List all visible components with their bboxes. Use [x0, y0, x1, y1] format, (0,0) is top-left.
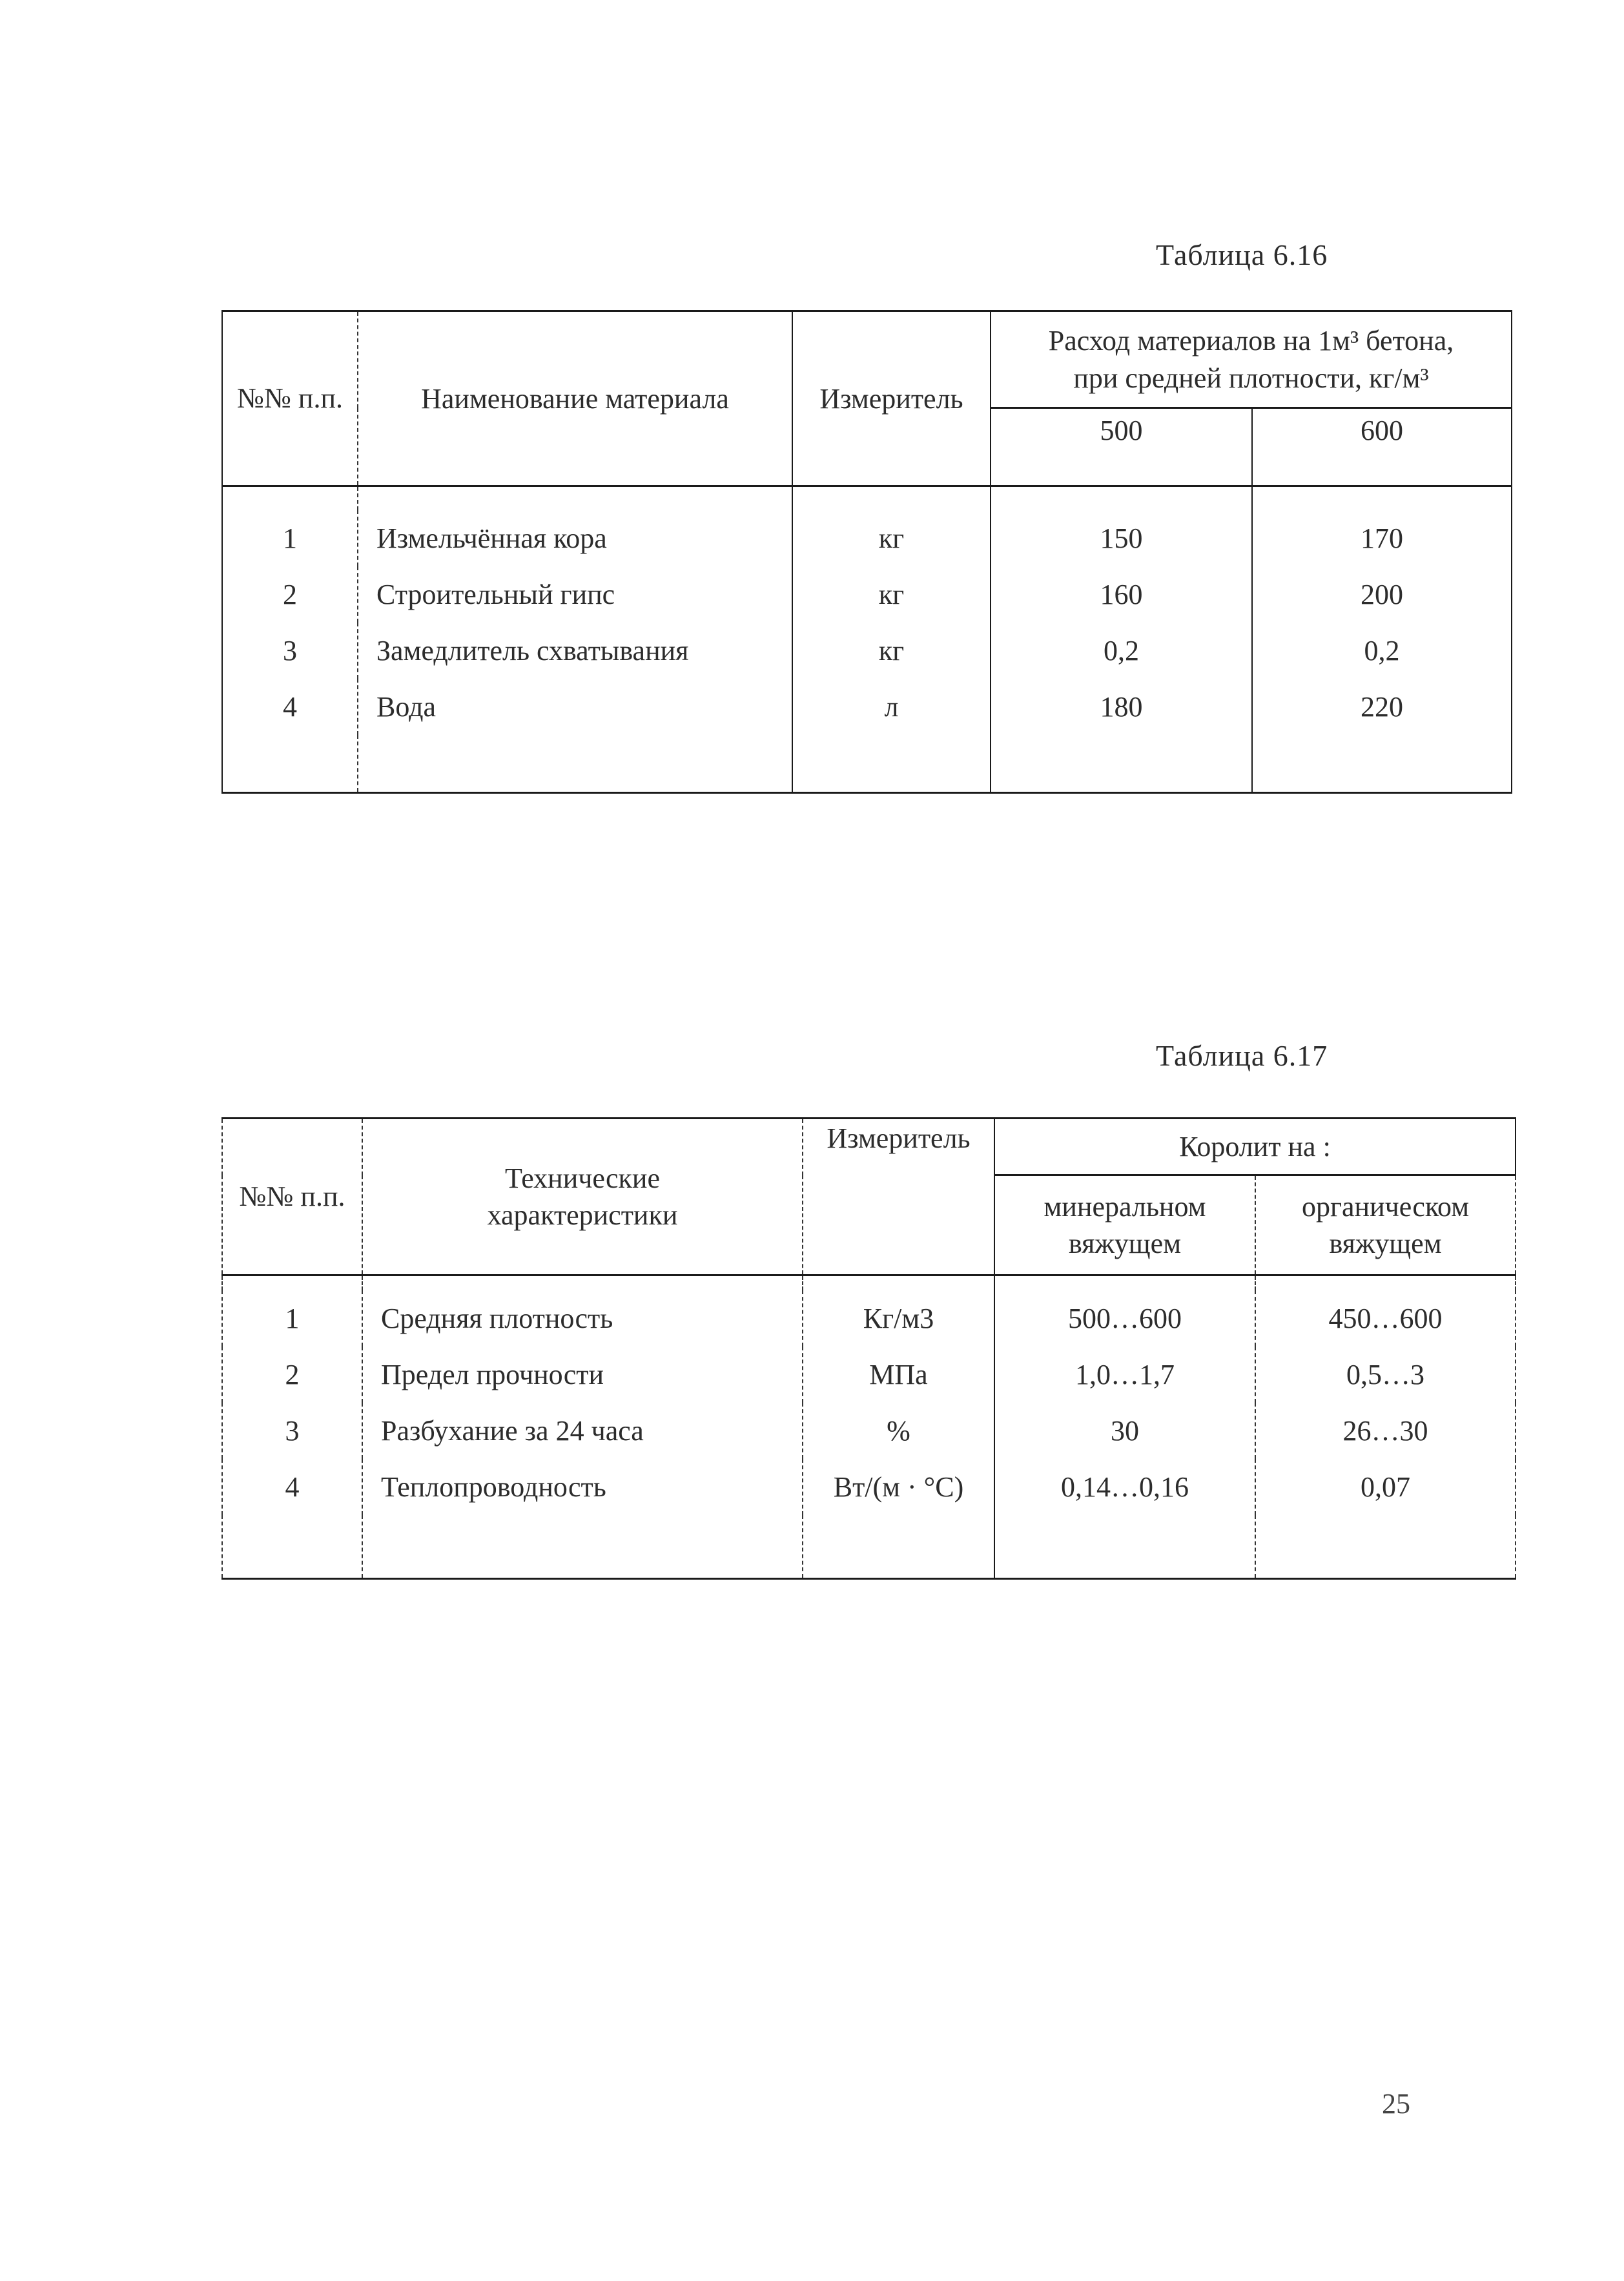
row-value-500: 150 [991, 510, 1252, 566]
row-material: Строительный гипс [376, 579, 615, 610]
header-characteristics [362, 1119, 803, 1275]
row-value-500: 160 [991, 566, 1252, 623]
table-6-17 [221, 1117, 1516, 1580]
row-num: 4 [222, 679, 358, 735]
row-mineral-value: 30 [994, 1403, 1255, 1459]
row-characteristic: Предел прочности [362, 1347, 803, 1403]
row-unit: кг [792, 623, 991, 679]
header-consumption-line2: при средней плотности, кг/м³ [1073, 362, 1429, 394]
header-consumption-line1: Расход материалов на 1м³ бетона, [1048, 325, 1454, 357]
table-row [222, 566, 1512, 623]
header-mineral-line2: вяжущем [1068, 1228, 1182, 1259]
page-number: 25 [1382, 2088, 1410, 2120]
table-header-row [222, 1119, 1516, 1175]
row-mineral-value: 500…600 [994, 1290, 1255, 1347]
row-material: Измельчённая кора [376, 522, 607, 554]
table-spacer-row [222, 486, 1512, 511]
table-end-row [222, 1515, 1516, 1579]
header-unit: Измеритель [803, 1119, 994, 1275]
row-unit: кг [792, 566, 991, 623]
row-unit: МПа [869, 1359, 928, 1390]
row-num: 2 [222, 566, 358, 623]
row-organic-value: 450…600 [1255, 1290, 1516, 1347]
table-end-row [222, 735, 1512, 793]
row-value-600: 200 [1252, 566, 1512, 623]
row-num: 1 [222, 510, 358, 566]
header-material-name: Наименование материала [358, 311, 792, 486]
row-material: Замедлитель схватывания [376, 635, 689, 666]
row-unit: Кг/м3 [863, 1303, 934, 1334]
header-characteristics-line1: Технические [505, 1162, 660, 1194]
table-row [222, 1459, 1516, 1515]
table-6-16 [221, 310, 1512, 794]
header-consumption-group [991, 311, 1512, 408]
row-num: 2 [222, 1347, 362, 1403]
row-material: Вода [376, 691, 436, 723]
row-organic-value: 0,5…3 [1255, 1347, 1516, 1403]
row-num: 3 [222, 1403, 362, 1459]
table-row [222, 510, 1512, 566]
table-row [222, 679, 1512, 735]
header-organic-line1: органическом [1301, 1190, 1470, 1223]
row-characteristic: Теплопроводность [362, 1459, 803, 1515]
table-row [222, 623, 1512, 679]
header-organic-binder [1255, 1175, 1516, 1275]
header-density-500: 500 [991, 408, 1252, 486]
row-unit: кг [792, 510, 991, 566]
table-row [222, 1290, 1516, 1347]
table-row [222, 1347, 1516, 1403]
row-mineral-value: 1,0…1,7 [994, 1347, 1255, 1403]
row-unit: % [887, 1415, 910, 1447]
row-organic-value: 26…30 [1255, 1403, 1516, 1459]
table-6-16-caption: Таблица 6.16 [1156, 238, 1328, 271]
header-mineral-binder [994, 1175, 1255, 1275]
row-value-600: 0,2 [1252, 623, 1512, 679]
row-num: 4 [222, 1459, 362, 1515]
row-organic-value: 0,07 [1255, 1459, 1516, 1515]
table-6-17-caption: Таблица 6.17 [1156, 1039, 1328, 1072]
header-characteristics-line2: характеристики [487, 1199, 678, 1231]
header-organic-line2: вяжущем [1329, 1228, 1442, 1259]
header-mineral-line1: минеральном [1043, 1190, 1206, 1223]
header-korolit-group: Королит на : [994, 1119, 1516, 1175]
header-num: №№ п.п. [222, 1119, 362, 1275]
row-characteristic: Средняя плотность [362, 1290, 803, 1347]
table-row [222, 1403, 1516, 1459]
row-characteristic: Разбухание за 24 часа [362, 1403, 803, 1459]
row-unit: Вт/(м · °С) [833, 1471, 964, 1503]
row-unit: л [792, 679, 991, 735]
row-num: 1 [222, 1290, 362, 1347]
header-num: №№ п.п. [222, 311, 358, 486]
row-mineral-value: 0,14…0,16 [994, 1459, 1255, 1515]
header-density-600: 600 [1252, 408, 1512, 486]
row-num: 3 [222, 623, 358, 679]
row-value-600: 170 [1252, 510, 1512, 566]
header-unit: Измеритель [792, 311, 991, 486]
row-value-500: 180 [991, 679, 1252, 735]
table-header-row [222, 311, 1512, 408]
table-spacer-row [222, 1275, 1516, 1291]
row-value-600: 220 [1252, 679, 1512, 735]
row-value-500: 0,2 [991, 623, 1252, 679]
